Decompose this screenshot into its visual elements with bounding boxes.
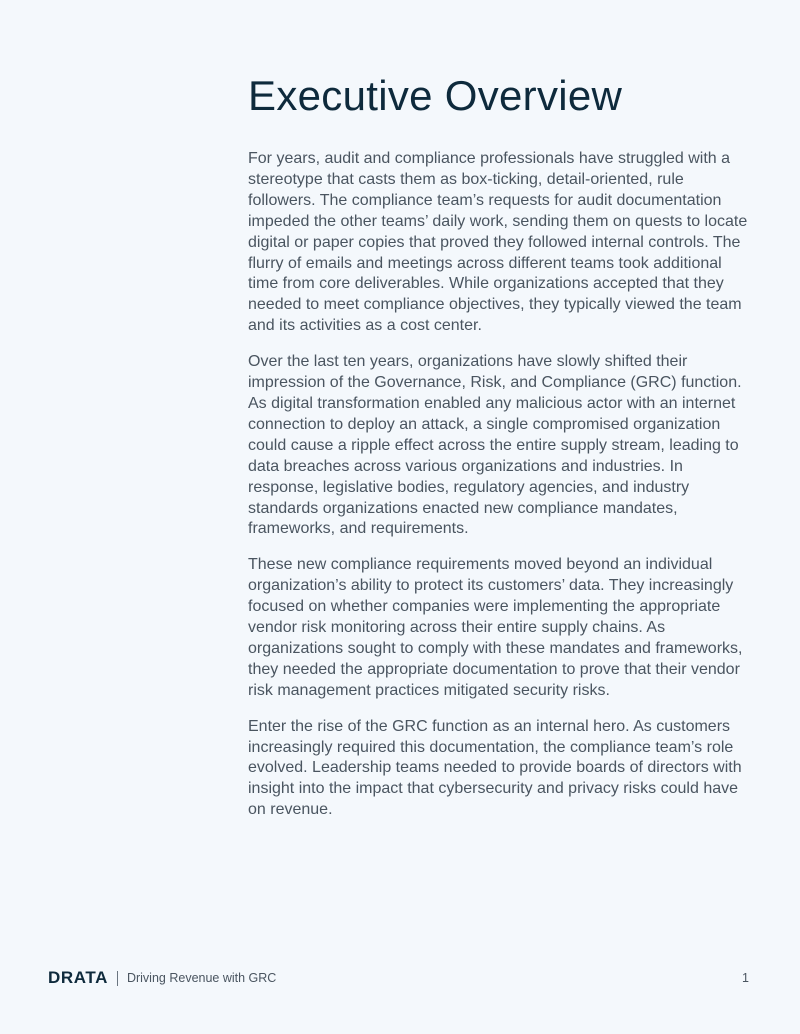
page-number: 1: [742, 971, 749, 985]
footer-divider: [117, 971, 118, 986]
page-footer: [48, 966, 749, 990]
paragraph: For years, audit and compliance professionals have struggled with a stereotype that casts them as box-ticking, detail-oriented, rule followers. The compliance team’s requests for audit documentation impeded the other teams’ daily work, sending them on quests to locate digital or paper copies that proved they followed internal controls. The flurry of emails and meetings across different teams took additional time from core deliverables. While organizations accepted that they needed to meet compliance objectives, they typically viewed the team and its activities as a cost center.: [248, 150, 748, 335]
drata-logo: DRATA: [48, 968, 108, 987]
paragraph: Enter the rise of the GRC function as an internal hero. As customers increasingly required this documentation, the compliance team’s role evolved. Leadership teams needed to provide boards of directors with insight into the impact that cybersecurity and privacy risks could have on revenue.: [248, 717, 742, 819]
document-label: Driving Revenue with GRC: [126, 971, 277, 985]
paragraph: Over the last ten years, organizations have slowly shifted their impression of the Governance, Risk, and Compliance (GRC) function. As digital transformation enabled any malicious actor with an internet connection to deploy an attack, a single compromised organization could cause a ripple effect across the entire supply stream, leading to data breaches across various organizations and industries. In response, legislative bodies, regulatory agencies, and industry standards organizations enacted new compliance mandates, frameworks, and requirements.: [248, 353, 742, 538]
paragraph: These new compliance requirements moved beyond an individual organization’s ability to protect its customers’ data. They increasingly focused on whether companies were implementing the appropriate vendor risk monitoring across their entire supply chains. As organizations sought to comply with these mandates and frameworks, they needed the appropriate documentation to prove that their vendor risk management practices mitigated security risks.: [248, 556, 743, 699]
page-title: Executive Overview: [248, 72, 623, 119]
body-text: [248, 149, 752, 836]
